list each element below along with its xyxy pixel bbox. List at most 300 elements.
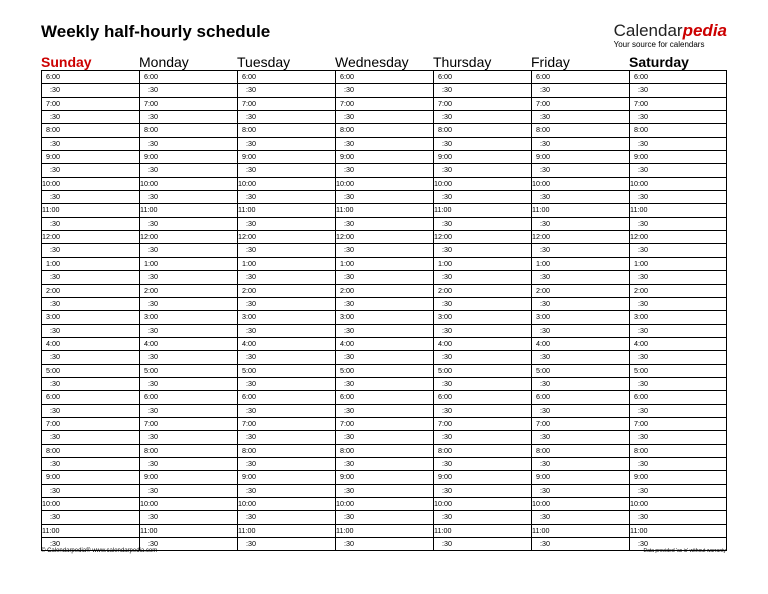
time-slot-label: :30 xyxy=(50,458,60,468)
time-slot-label: 2:00 xyxy=(46,285,60,295)
time-slot-cell[interactable] xyxy=(140,525,237,538)
time-slot-cell[interactable] xyxy=(140,418,237,431)
time-slot-cell[interactable] xyxy=(630,325,726,338)
time-slot-cell[interactable] xyxy=(140,365,237,378)
time-slot-cell[interactable] xyxy=(336,244,433,257)
time-slot-cell[interactable] xyxy=(532,84,629,97)
time-slot-label: 9:00 xyxy=(340,152,354,162)
time-slot-cell[interactable] xyxy=(238,151,335,164)
time-slot-cell[interactable] xyxy=(532,204,629,217)
time-slot-cell[interactable] xyxy=(630,71,726,84)
time-slot-cell[interactable] xyxy=(42,218,139,231)
time-slot-label: :30 xyxy=(344,192,354,202)
time-slot-cell[interactable] xyxy=(140,124,237,137)
time-slot-cell[interactable] xyxy=(630,111,726,124)
time-slot-cell[interactable] xyxy=(140,164,237,177)
time-slot-cell[interactable] xyxy=(434,431,531,444)
time-slot-cell[interactable] xyxy=(42,525,139,538)
time-slot-cell[interactable] xyxy=(434,511,531,524)
time-slot-cell[interactable] xyxy=(434,258,531,271)
time-slot-cell[interactable] xyxy=(42,71,139,84)
time-slot-cell[interactable] xyxy=(336,178,433,191)
time-slot-label: :30 xyxy=(148,165,158,175)
time-slot-cell[interactable] xyxy=(532,458,629,471)
time-slot-cell[interactable] xyxy=(336,285,433,298)
time-slot-cell[interactable] xyxy=(238,498,335,511)
time-slot-cell[interactable] xyxy=(140,84,237,97)
time-slot-cell[interactable] xyxy=(532,365,629,378)
time-slot-label: 4:00 xyxy=(46,338,60,348)
time-slot-cell[interactable] xyxy=(532,311,629,324)
time-slot-label: :30 xyxy=(50,245,60,255)
time-slot-cell[interactable] xyxy=(434,418,531,431)
time-slot-cell[interactable] xyxy=(140,405,237,418)
time-slot-cell[interactable] xyxy=(336,84,433,97)
time-slot-cell[interactable] xyxy=(238,204,335,217)
time-slot-cell[interactable] xyxy=(630,525,726,538)
time-slot-label: 10:00 xyxy=(630,178,648,188)
time-slot-cell[interactable] xyxy=(532,511,629,524)
time-slot-cell[interactable] xyxy=(140,458,237,471)
time-slot-cell[interactable] xyxy=(140,391,237,404)
time-slot-label: 6:00 xyxy=(242,392,256,402)
time-slot-label: 11:00 xyxy=(140,205,158,215)
time-slot-cell[interactable] xyxy=(42,431,139,444)
time-slot-cell[interactable] xyxy=(630,351,726,364)
time-slot-cell[interactable] xyxy=(434,231,531,244)
time-slot-cell[interactable] xyxy=(630,298,726,311)
time-slot-cell[interactable] xyxy=(532,485,629,498)
time-slot-cell[interactable] xyxy=(238,325,335,338)
time-slot-cell[interactable] xyxy=(630,405,726,418)
time-slot-cell[interactable] xyxy=(532,218,629,231)
time-slot-label: :30 xyxy=(442,165,452,175)
time-slot-cell[interactable] xyxy=(434,191,531,204)
time-slot-label: 10:00 xyxy=(42,499,60,508)
time-slot-cell[interactable] xyxy=(238,511,335,524)
time-slot-cell[interactable] xyxy=(434,325,531,338)
time-slot-cell[interactable] xyxy=(434,164,531,177)
time-slot-cell[interactable] xyxy=(336,111,433,124)
time-slot-cell[interactable] xyxy=(532,111,629,124)
time-slot-cell[interactable] xyxy=(630,258,726,271)
time-slot-cell[interactable] xyxy=(336,325,433,338)
time-slot-cell[interactable] xyxy=(532,418,629,431)
time-slot-cell[interactable] xyxy=(42,351,139,364)
time-slot-list xyxy=(237,70,335,551)
time-slot-cell[interactable] xyxy=(140,311,237,324)
time-slot-cell[interactable] xyxy=(336,191,433,204)
time-slot-cell[interactable] xyxy=(238,405,335,418)
time-slot-label: 5:00 xyxy=(438,365,452,375)
time-slot-cell[interactable] xyxy=(434,244,531,257)
time-slot-cell[interactable] xyxy=(630,391,726,404)
time-slot-cell[interactable] xyxy=(336,338,433,351)
time-slot-cell[interactable] xyxy=(238,84,335,97)
time-slot-cell[interactable] xyxy=(336,471,433,484)
time-slot-cell[interactable] xyxy=(532,471,629,484)
time-slot-cell[interactable] xyxy=(140,204,237,217)
time-slot-cell[interactable] xyxy=(336,538,433,551)
time-slot-cell[interactable] xyxy=(532,124,629,137)
time-slot-cell[interactable] xyxy=(434,458,531,471)
time-slot-cell[interactable] xyxy=(532,258,629,271)
time-slot-cell[interactable] xyxy=(434,391,531,404)
time-slot-cell[interactable] xyxy=(434,124,531,137)
time-slot-cell[interactable] xyxy=(630,418,726,431)
time-slot-cell[interactable] xyxy=(140,511,237,524)
time-slot-label: 5:00 xyxy=(242,365,256,375)
time-slot-cell[interactable] xyxy=(630,218,726,231)
time-slot-label: 7:00 xyxy=(242,418,256,428)
time-slot-label: 6:00 xyxy=(634,392,648,402)
time-slot-label: :30 xyxy=(344,539,354,549)
time-slot-cell[interactable] xyxy=(140,231,237,244)
time-slot-cell[interactable] xyxy=(532,231,629,244)
time-slot-cell[interactable] xyxy=(42,178,139,191)
time-slot-label: :30 xyxy=(148,378,158,388)
time-slot-cell[interactable] xyxy=(532,164,629,177)
time-slot-cell[interactable] xyxy=(238,71,335,84)
time-slot-cell[interactable] xyxy=(434,298,531,311)
time-slot-cell[interactable] xyxy=(434,218,531,231)
time-slot-cell[interactable] xyxy=(238,138,335,151)
day-column-wednesday xyxy=(335,55,433,551)
time-slot-cell[interactable] xyxy=(140,338,237,351)
time-slot-cell[interactable] xyxy=(42,405,139,418)
time-slot-list xyxy=(41,70,139,551)
time-slot-cell[interactable] xyxy=(336,298,433,311)
time-slot-cell[interactable] xyxy=(532,445,629,458)
time-slot-cell[interactable] xyxy=(336,164,433,177)
time-slot-cell[interactable] xyxy=(630,84,726,97)
time-slot-cell[interactable] xyxy=(434,525,531,538)
time-slot-cell[interactable] xyxy=(140,471,237,484)
time-slot-cell[interactable] xyxy=(434,271,531,284)
time-slot-cell[interactable] xyxy=(532,538,629,551)
time-slot-cell[interactable] xyxy=(630,485,726,498)
time-slot-cell[interactable] xyxy=(532,98,629,111)
time-slot-label: 11:00 xyxy=(238,205,256,215)
time-slot-cell[interactable] xyxy=(140,325,237,338)
time-slot-cell[interactable] xyxy=(238,311,335,324)
time-slot-cell[interactable] xyxy=(336,458,433,471)
time-slot-cell[interactable] xyxy=(238,351,335,364)
time-slot-cell[interactable] xyxy=(630,498,726,511)
time-slot-cell[interactable] xyxy=(238,258,335,271)
time-slot-cell[interactable] xyxy=(630,178,726,191)
time-slot-cell[interactable] xyxy=(42,151,139,164)
time-slot-cell[interactable] xyxy=(434,365,531,378)
time-slot-cell[interactable] xyxy=(434,378,531,391)
time-slot-cell[interactable] xyxy=(238,191,335,204)
time-slot-cell[interactable] xyxy=(532,498,629,511)
time-slot-cell[interactable] xyxy=(434,351,531,364)
time-slot-cell[interactable] xyxy=(238,285,335,298)
time-slot-cell[interactable] xyxy=(434,178,531,191)
time-slot-label: :30 xyxy=(540,192,550,202)
time-slot-cell[interactable] xyxy=(336,124,433,137)
time-slot-cell[interactable] xyxy=(238,231,335,244)
time-slot-cell[interactable] xyxy=(630,204,726,217)
time-slot-cell[interactable] xyxy=(42,111,139,124)
time-slot-cell[interactable] xyxy=(434,98,531,111)
time-slot-cell[interactable] xyxy=(140,71,237,84)
time-slot-cell[interactable] xyxy=(238,298,335,311)
time-slot-cell[interactable] xyxy=(42,445,139,458)
time-slot-cell[interactable] xyxy=(630,471,726,484)
time-slot-cell[interactable] xyxy=(238,445,335,458)
time-slot-cell[interactable] xyxy=(140,111,237,124)
time-slot-label: 8:00 xyxy=(536,445,550,455)
time-slot-cell[interactable] xyxy=(630,458,726,471)
time-slot-cell[interactable] xyxy=(532,285,629,298)
time-slot-cell[interactable] xyxy=(630,378,726,391)
time-slot-cell[interactable] xyxy=(434,485,531,498)
time-slot-cell[interactable] xyxy=(630,511,726,524)
time-slot-cell[interactable] xyxy=(532,298,629,311)
time-slot-cell[interactable] xyxy=(238,164,335,177)
time-slot-cell[interactable] xyxy=(140,485,237,498)
time-slot-label: :30 xyxy=(540,432,550,442)
time-slot-cell[interactable] xyxy=(42,471,139,484)
time-slot-cell[interactable] xyxy=(336,71,433,84)
time-slot-cell[interactable] xyxy=(336,511,433,524)
time-slot-cell[interactable] xyxy=(238,458,335,471)
time-slot-cell[interactable] xyxy=(42,124,139,137)
time-slot-cell[interactable] xyxy=(434,445,531,458)
time-slot-cell[interactable] xyxy=(336,405,433,418)
time-slot-cell[interactable] xyxy=(532,271,629,284)
time-slot-cell[interactable] xyxy=(42,391,139,404)
time-slot-cell[interactable] xyxy=(532,138,629,151)
time-slot-cell[interactable] xyxy=(630,365,726,378)
time-slot-cell[interactable] xyxy=(336,431,433,444)
time-slot-cell[interactable] xyxy=(434,338,531,351)
time-slot-cell[interactable] xyxy=(140,151,237,164)
time-slot-cell[interactable] xyxy=(336,151,433,164)
time-slot-cell[interactable] xyxy=(630,285,726,298)
time-slot-cell[interactable] xyxy=(238,111,335,124)
time-slot-cell[interactable] xyxy=(434,538,531,551)
time-slot-cell[interactable] xyxy=(42,511,139,524)
time-slot-cell[interactable] xyxy=(42,244,139,257)
time-slot-cell[interactable] xyxy=(238,218,335,231)
time-slot-cell[interactable] xyxy=(42,138,139,151)
time-slot-cell[interactable] xyxy=(42,204,139,217)
time-slot-cell[interactable] xyxy=(630,271,726,284)
time-slot-cell[interactable] xyxy=(434,138,531,151)
time-slot-label: 11:00 xyxy=(336,205,354,215)
time-slot-cell[interactable] xyxy=(238,244,335,257)
time-slot-label: :30 xyxy=(344,298,354,308)
time-slot-cell[interactable] xyxy=(336,498,433,511)
time-slot-cell[interactable] xyxy=(532,325,629,338)
time-slot-cell[interactable] xyxy=(42,378,139,391)
time-slot-cell[interactable] xyxy=(42,258,139,271)
time-slot-cell[interactable] xyxy=(42,338,139,351)
time-slot-cell[interactable] xyxy=(42,311,139,324)
time-slot-cell[interactable] xyxy=(532,525,629,538)
time-slot-cell[interactable] xyxy=(42,365,139,378)
time-slot-cell[interactable] xyxy=(42,271,139,284)
time-slot-cell[interactable] xyxy=(336,218,433,231)
time-slot-label: :30 xyxy=(246,432,256,442)
time-slot-label: :30 xyxy=(148,192,158,202)
time-slot-label: 10:00 xyxy=(238,178,256,188)
time-slot-cell[interactable] xyxy=(140,285,237,298)
time-slot-cell[interactable] xyxy=(238,271,335,284)
time-slot-cell[interactable] xyxy=(238,525,335,538)
time-slot-cell[interactable] xyxy=(42,458,139,471)
time-slot-label: 9:00 xyxy=(144,472,158,482)
time-slot-cell[interactable] xyxy=(434,84,531,97)
time-slot-cell[interactable] xyxy=(336,98,433,111)
time-slot-cell[interactable] xyxy=(140,298,237,311)
time-slot-label: :30 xyxy=(148,485,158,495)
time-slot-cell[interactable] xyxy=(238,338,335,351)
time-slot-cell[interactable] xyxy=(140,218,237,231)
time-slot-cell[interactable] xyxy=(140,258,237,271)
time-slot-cell[interactable] xyxy=(42,325,139,338)
time-slot-cell[interactable] xyxy=(140,445,237,458)
time-slot-cell[interactable] xyxy=(336,485,433,498)
time-slot-cell[interactable] xyxy=(434,285,531,298)
time-slot-label: :30 xyxy=(638,298,648,308)
time-slot-cell[interactable] xyxy=(434,151,531,164)
time-slot-cell[interactable] xyxy=(42,298,139,311)
time-slot-label: :30 xyxy=(442,378,452,388)
time-slot-cell[interactable] xyxy=(434,471,531,484)
time-slot-cell[interactable] xyxy=(532,351,629,364)
calendarpedia-logo[interactable] xyxy=(614,22,727,49)
time-slot-label: 8:00 xyxy=(438,125,452,135)
time-slot-cell[interactable] xyxy=(140,351,237,364)
time-slot-label: 7:00 xyxy=(340,98,354,108)
time-slot-cell[interactable] xyxy=(140,431,237,444)
schedule-grid xyxy=(41,55,727,551)
time-slot-label: 3:00 xyxy=(340,312,354,322)
time-slot-label: :30 xyxy=(540,405,550,415)
time-slot-cell[interactable] xyxy=(630,311,726,324)
time-slot-cell[interactable] xyxy=(42,418,139,431)
time-slot-cell[interactable] xyxy=(336,204,433,217)
time-slot-cell[interactable] xyxy=(336,525,433,538)
time-slot-cell[interactable] xyxy=(630,138,726,151)
time-slot-cell[interactable] xyxy=(238,365,335,378)
time-slot-cell[interactable] xyxy=(238,124,335,137)
time-slot-cell[interactable] xyxy=(336,378,433,391)
time-slot-cell[interactable] xyxy=(532,405,629,418)
time-slot-cell[interactable] xyxy=(630,231,726,244)
time-slot-label: 8:00 xyxy=(634,125,648,135)
time-slot-cell[interactable] xyxy=(140,191,237,204)
time-slot-cell[interactable] xyxy=(42,485,139,498)
time-slot-cell[interactable] xyxy=(630,98,726,111)
time-slot-list xyxy=(433,70,531,551)
time-slot-label: 5:00 xyxy=(144,365,158,375)
time-slot-cell[interactable] xyxy=(140,138,237,151)
time-slot-cell[interactable] xyxy=(140,498,237,511)
time-slot-cell[interactable] xyxy=(42,231,139,244)
time-slot-cell[interactable] xyxy=(434,111,531,124)
time-slot-cell[interactable] xyxy=(630,244,726,257)
time-slot-cell[interactable] xyxy=(532,338,629,351)
time-slot-cell[interactable] xyxy=(238,538,335,551)
time-slot-label: 5:00 xyxy=(634,365,648,375)
time-slot-cell[interactable] xyxy=(42,191,139,204)
time-slot-label: :30 xyxy=(246,112,256,122)
time-slot-cell[interactable] xyxy=(238,378,335,391)
time-slot-cell[interactable] xyxy=(238,431,335,444)
time-slot-cell[interactable] xyxy=(238,418,335,431)
time-slot-cell[interactable] xyxy=(42,498,139,511)
time-slot-cell[interactable] xyxy=(42,98,139,111)
time-slot-cell[interactable] xyxy=(336,258,433,271)
time-slot-label: :30 xyxy=(246,405,256,415)
time-slot-cell[interactable] xyxy=(532,378,629,391)
time-slot-cell[interactable] xyxy=(434,71,531,84)
time-slot-cell[interactable] xyxy=(336,418,433,431)
time-slot-cell[interactable] xyxy=(336,311,433,324)
time-slot-cell[interactable] xyxy=(532,431,629,444)
time-slot-cell[interactable] xyxy=(434,498,531,511)
time-slot-cell[interactable] xyxy=(630,445,726,458)
time-slot-cell[interactable] xyxy=(140,378,237,391)
time-slot-cell[interactable] xyxy=(532,191,629,204)
time-slot-cell[interactable] xyxy=(532,178,629,191)
time-slot-cell[interactable] xyxy=(532,71,629,84)
time-slot-cell[interactable] xyxy=(336,351,433,364)
time-slot-cell[interactable] xyxy=(336,365,433,378)
time-slot-label: 3:00 xyxy=(634,312,648,322)
time-slot-cell[interactable] xyxy=(336,138,433,151)
time-slot-cell[interactable] xyxy=(336,445,433,458)
time-slot-label: :30 xyxy=(148,352,158,362)
time-slot-label: 7:00 xyxy=(438,98,452,108)
time-slot-cell[interactable] xyxy=(238,178,335,191)
time-slot-cell[interactable] xyxy=(630,191,726,204)
time-slot-cell[interactable] xyxy=(140,271,237,284)
time-slot-cell[interactable] xyxy=(336,271,433,284)
time-slot-label: :30 xyxy=(540,245,550,255)
time-slot-cell[interactable] xyxy=(140,178,237,191)
time-slot-cell[interactable] xyxy=(630,338,726,351)
time-slot-cell[interactable] xyxy=(630,124,726,137)
time-slot-cell[interactable] xyxy=(238,391,335,404)
time-slot-cell[interactable] xyxy=(630,431,726,444)
time-slot-label: :30 xyxy=(442,85,452,95)
time-slot-cell[interactable] xyxy=(434,405,531,418)
time-slot-cell[interactable] xyxy=(238,98,335,111)
time-slot-cell[interactable] xyxy=(42,164,139,177)
time-slot-cell[interactable] xyxy=(630,151,726,164)
time-slot-cell[interactable] xyxy=(630,164,726,177)
time-slot-cell[interactable] xyxy=(140,98,237,111)
time-slot-cell[interactable] xyxy=(336,391,433,404)
time-slot-cell[interactable] xyxy=(238,471,335,484)
time-slot-cell[interactable] xyxy=(434,311,531,324)
time-slot-cell[interactable] xyxy=(434,204,531,217)
time-slot-cell[interactable] xyxy=(42,84,139,97)
time-slot-cell[interactable] xyxy=(532,244,629,257)
time-slot-cell[interactable] xyxy=(336,231,433,244)
time-slot-cell[interactable] xyxy=(532,391,629,404)
time-slot-cell[interactable] xyxy=(42,285,139,298)
time-slot-cell[interactable] xyxy=(238,485,335,498)
time-slot-cell[interactable] xyxy=(532,151,629,164)
time-slot-cell[interactable] xyxy=(140,244,237,257)
